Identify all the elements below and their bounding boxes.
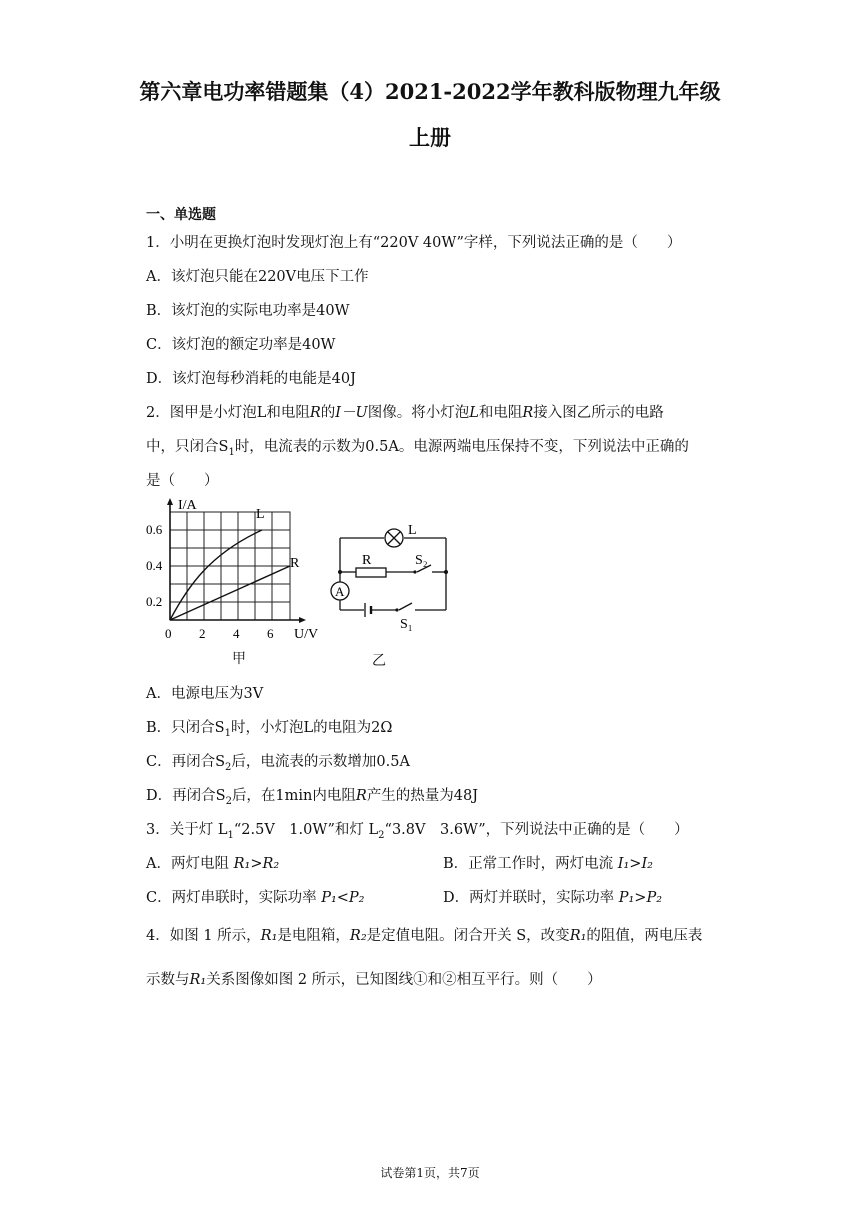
q4-stem-line2: 示数与R₁关系图像如图 2 所示，已知图线①和②相互平行。则（ ） xyxy=(146,972,602,988)
q3-stem: 3．关于灯 $L_1“2.5V$ 1.0W”和灯 $L_2“3.8V$ 3.6W”，下列说法中正确的是（ ） xyxy=(146,822,689,841)
section-heading: 一、单选题 xyxy=(146,207,216,223)
y-tick: 0.6 xyxy=(146,522,163,537)
switch2-label: S₂ xyxy=(415,553,428,568)
q2-option-a: A．电源电压为3V xyxy=(146,686,264,702)
ammeter-label: A xyxy=(335,584,345,599)
graph-caption: 甲 xyxy=(232,651,246,667)
q1-option-c: C．该灯泡的额定功率是40W xyxy=(146,337,336,353)
q2-option-c: C．再闭合$S_2$后，电流表的示数增加0.5A xyxy=(146,754,410,773)
q2-stem-line3: 是（ ） xyxy=(146,473,219,489)
q1-option-b: B．该灯泡的实际电功率是40W xyxy=(146,303,350,319)
y-tick: 0.4 xyxy=(146,558,163,573)
q4-stem-line1: 4．如图 1 所示，R₁是电阻箱，R₂是定值电阻。闭合开关 S，改变R₁的阻值，两电压表 xyxy=(146,928,703,944)
q1-option-a: A．该灯泡只能在220V电压下工作 xyxy=(146,269,369,285)
q3-option-d: D．两灯并联时，实际功率 P₁>P₂ xyxy=(443,890,663,906)
resistor-label: R xyxy=(362,553,372,568)
lamp-label: L xyxy=(408,523,417,538)
x-axis-label: U/V xyxy=(294,627,319,642)
page-footer: 试卷第1页，共7页 xyxy=(380,1166,480,1180)
q1-stem: 1．小明在更换灯泡时发现灯泡上有“220V 40W”字样，下列说法正确的是（ ） xyxy=(146,235,682,251)
q2-option-d: D．再闭合$S_2$后，在1min内电阻R产生的热量为48J xyxy=(146,788,479,807)
curve-l xyxy=(170,530,262,620)
q1-option-d: D．该灯泡每秒消耗的电能是40J xyxy=(146,371,356,387)
switch1-label: S₁ xyxy=(400,617,413,632)
q3-option-a: A．两灯电阻 R₁>R₂ xyxy=(146,856,280,872)
curve-r-label: R xyxy=(290,556,300,571)
circuit-caption: 乙 xyxy=(372,653,386,669)
q2-stem-line2: 中，只闭合$S_1$时，电流表的示数为0.5A。电源两端电压保持不变，下列说法中正确的 xyxy=(146,439,689,458)
iu-graph xyxy=(140,496,330,646)
circuit-diagram xyxy=(320,510,460,642)
x-tick: 4 xyxy=(233,626,240,641)
q2-option-b: B．只闭合$S_1$时，小灯泡L的电阻为2Ω xyxy=(146,720,393,739)
y-tick: 0.2 xyxy=(146,594,163,609)
curve-l-label: L xyxy=(256,507,265,522)
y-axis-label: I/A xyxy=(178,498,197,513)
q2-stem-line1: 2．图甲是小灯泡L和电阻R的I－U图像。将小灯泡L和电阻R接入图乙所示的电路 xyxy=(146,405,664,421)
x-tick: 0 xyxy=(165,626,172,641)
page-title-line2: 上册 xyxy=(409,125,451,150)
q3-option-b: B．正常工作时，两灯电流 I₁>I₂ xyxy=(443,856,653,872)
x-tick: 2 xyxy=(199,626,206,641)
x-tick: 6 xyxy=(267,626,274,641)
page-title: 第六章电功率错题集（4）2021-2022学年教科版物理九年级 xyxy=(139,79,721,104)
q3-option-c: C．两灯串联时，实际功率 P₁<P₂ xyxy=(146,890,365,906)
